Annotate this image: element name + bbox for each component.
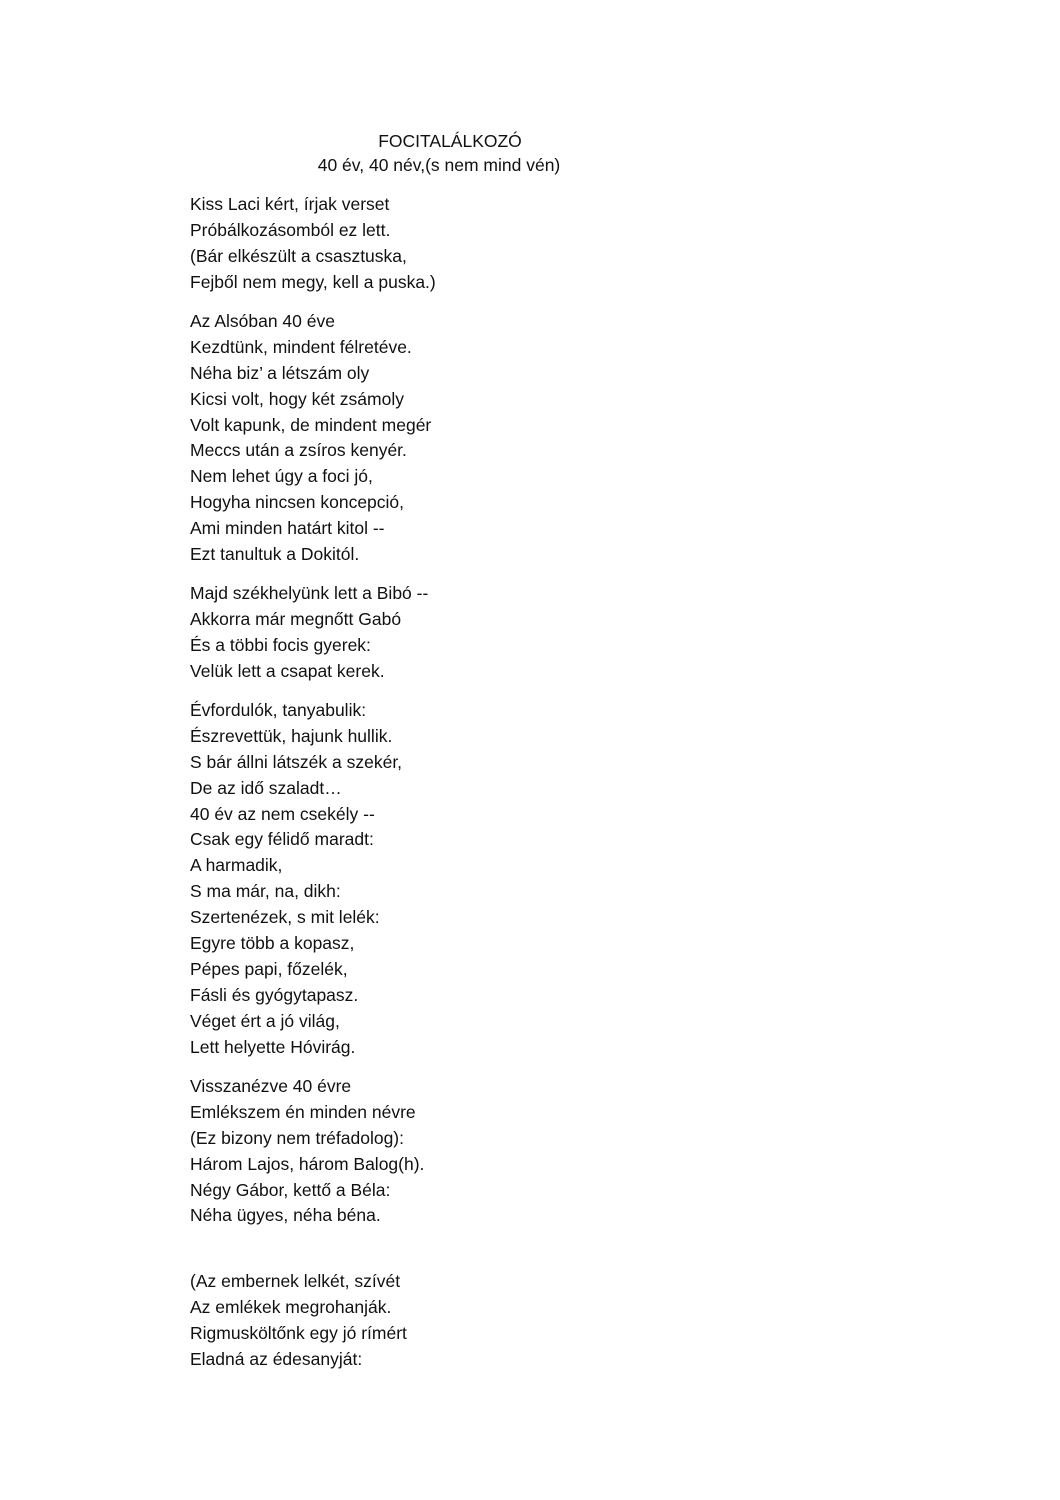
- poem-line: Észrevettük, hajunk hullik.: [190, 725, 393, 746]
- poem-line: Rigmusköltőnk egy jó rímért: [190, 1322, 407, 1343]
- poem-line: Kicsi volt, hogy két zsámoly: [190, 388, 404, 409]
- poem-line: A harmadik,: [190, 855, 283, 876]
- poem-line: Hogyha nincsen koncepció,: [190, 492, 405, 513]
- poem-line: Fejből nem megy, kell a puska.): [190, 271, 436, 292]
- poem-line: Szertenézek, s mit lelék:: [190, 907, 380, 928]
- stanza-4: [190, 698, 402, 1060]
- poem-line: Velük lett a csapat kerek.: [190, 660, 385, 681]
- stanza-6: [190, 1269, 407, 1373]
- poem-line: (Az embernek lelkét, szívét: [190, 1271, 401, 1291]
- poem-line: Lett helyette Hóvirág.: [190, 1036, 356, 1057]
- stanza-3: [190, 581, 428, 685]
- poem-line: Kiss Laci kért, írjak verset: [190, 194, 390, 214]
- poem-line: Majd székhelyünk lett a Bibó --: [190, 583, 429, 603]
- poem-line: Három Lajos, három Balog(h).: [190, 1153, 425, 1174]
- poem-line: S ma már, na, dikh:: [190, 881, 341, 902]
- poem-line: Próbálkozásomból ez lett.: [190, 219, 391, 240]
- poem-line: Akkorra már megnőtt Gabó: [190, 608, 402, 629]
- poem-line: Az emlékek megrohanják.: [190, 1296, 392, 1317]
- poem-line: (Ez bizony nem tréfadolog):: [190, 1127, 404, 1148]
- poem-line: Csak egy félidő maradt:: [190, 829, 374, 850]
- stanza-5: [190, 1074, 424, 1229]
- poem-line: Ezt tanultuk a Dokitól.: [190, 544, 360, 565]
- poem-line: Visszanézve 40 évre: [190, 1076, 352, 1096]
- poem-line: (Bár elkészült a csasztuska,: [190, 245, 407, 266]
- poem-line: 40 év az nem csekély --: [190, 803, 375, 824]
- poem-line: Pépes papi, főzelék,: [190, 958, 348, 979]
- poem-line: Egyre több a kopasz,: [190, 933, 355, 954]
- poem-line: Évfordulók, tanyabulik:: [190, 700, 367, 720]
- poem-line: Kezdtünk, mindent félretéve.: [190, 336, 412, 357]
- poem-line: S bár állni látszék a szekér,: [190, 751, 403, 772]
- poem-line: És a többi focis gyerek:: [190, 634, 371, 655]
- poem-title: FOCITALÁLKOZÓ: [378, 131, 522, 151]
- poem-line: Az Alsóban 40 éve: [190, 311, 335, 331]
- poem-line: Néha biz’ a létszám oly: [190, 362, 370, 383]
- poem-line: Volt kapunk, de mindent megér: [190, 414, 432, 435]
- poem-line: Négy Gábor, kettő a Béla:: [190, 1179, 391, 1200]
- poem-line: Emlékszem én minden névre: [190, 1101, 416, 1122]
- poem-line: Fásli és gyógytapasz.: [190, 984, 359, 1005]
- poem-line: De az idő szaladt…: [190, 777, 342, 798]
- poem-line: Néha ügyes, néha béna.: [190, 1205, 381, 1226]
- stanza-1: [190, 192, 436, 296]
- poem-line: Véget ért a jó világ,: [190, 1010, 340, 1031]
- stanza-2: [190, 309, 431, 568]
- poem-line: Meccs után a zsíros kenyér.: [190, 440, 407, 461]
- poem-line: Nem lehet úgy a foci jó,: [190, 466, 373, 487]
- poem-line: Ami minden határt kitol --: [190, 518, 385, 539]
- poem-subtitle: 40 év, 40 név,(s nem mind vén): [317, 155, 561, 175]
- poem-line: Eladná az édesanyját:: [190, 1348, 363, 1369]
